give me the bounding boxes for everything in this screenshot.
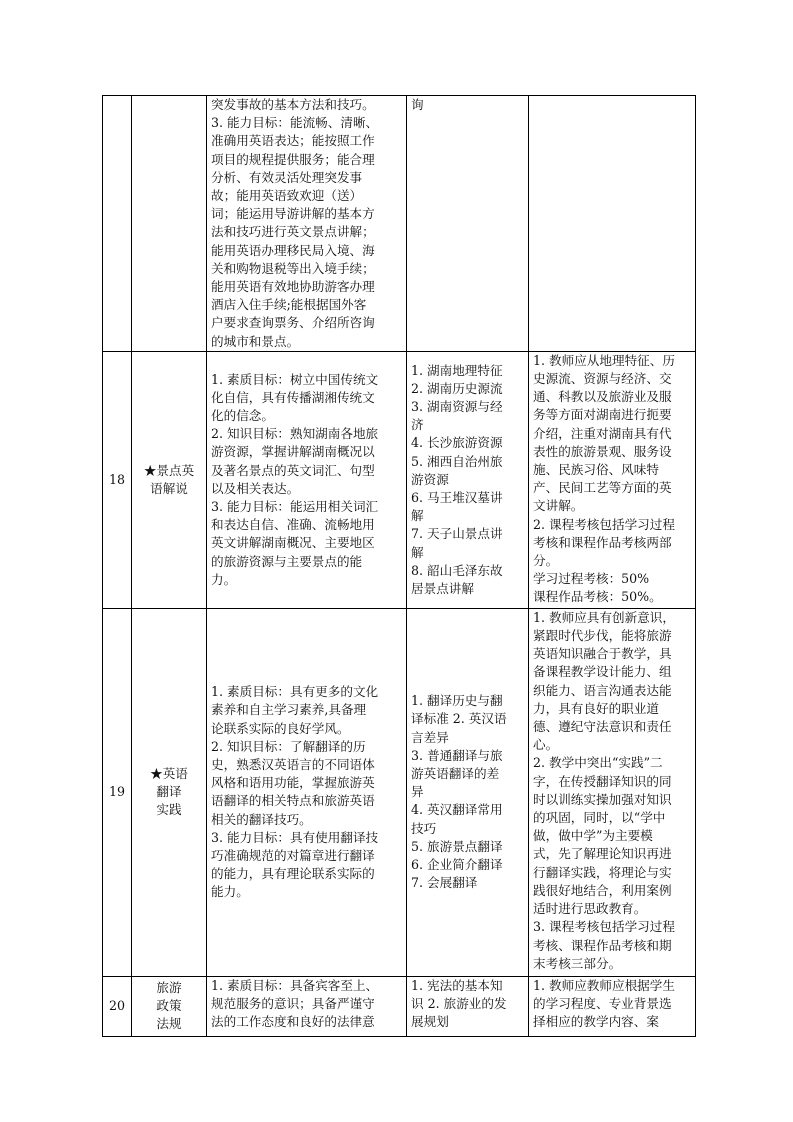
course-number-cell [103, 96, 132, 352]
course-content-line: 解 [411, 544, 424, 560]
teaching-requirements-line: 末考核三部分。 [533, 955, 622, 971]
course-objectives-line: 能力。 [211, 884, 249, 900]
course-objectives-line: 及著名景点的英文词汇、句型 [211, 462, 375, 478]
course-content-line: 询 [411, 97, 424, 112]
course-content-line: 4. 长沙旅游资源 [411, 435, 503, 451]
course-table [102, 95, 696, 1037]
course-name-cell [132, 608, 207, 976]
course-objectives-line: 准确用英语表达；能按照工作 [211, 133, 375, 149]
teaching-requirements-line: 1. 教师应从地理特征、历 [533, 352, 675, 368]
course-content-line: 1. 宪法的基本知 [411, 977, 503, 993]
course-objectives-cell [207, 96, 407, 352]
course-name-cell [132, 351, 207, 608]
teaching-requirements-line: 分。 [533, 553, 559, 569]
course-objectives-line: 力。 [211, 571, 237, 587]
teaching-requirements-line: 式，先了解理论知识再进 [533, 846, 672, 862]
course-objectives-line: 3. 能力目标：具有使用翻译技 [211, 829, 379, 845]
course-objectives-line: 风格和语用功能，掌握旅游英 [211, 775, 375, 791]
table-row [103, 96, 696, 352]
teaching-requirements-cell [529, 351, 696, 608]
teaching-requirements-line: 介绍，注重对湖南具有代 [533, 425, 672, 441]
course-content-line: 8. 韶山毛泽东故 [411, 562, 503, 578]
course-content-line: 展规划 [411, 1014, 449, 1030]
course-objectives-line: 1. 素质目标：具备宾客至上、 [211, 977, 379, 993]
teaching-requirements-line: 力，具有良好的职业道 [533, 700, 659, 716]
teaching-requirements-line: 3. 课程考核包括学习过程 [533, 919, 675, 935]
course-objectives-line: 以及相关表达。 [211, 480, 300, 496]
teaching-requirements-line: 2. 课程考核包括学习过程 [533, 516, 675, 532]
teaching-requirements-line: 织能力、语言沟通表达能 [533, 682, 672, 698]
course-content-line: 1. 湖南地理特征 [411, 362, 503, 378]
course-content-line: 译标准 2. 英汉语 [411, 711, 507, 727]
course-content-cell [407, 351, 529, 608]
course-objectives-line: 关和购物退税等出入境手续； [211, 260, 375, 276]
teaching-requirements-line: 做，做中学”为主要模 [533, 828, 653, 844]
course-objectives-line: 3. 能力目标：能运用相关词汇 [211, 499, 379, 515]
course-objectives-line: 1. 素质目标：树立中国传统文 [211, 371, 379, 387]
course-objectives-line: 3. 能力目标：能流畅、清晰、 [211, 115, 379, 131]
course-objectives-line: 分析、有效灵活处理突发事 [211, 169, 363, 185]
table-row [103, 608, 696, 976]
course-content-line: 异 [411, 784, 424, 800]
course-number: 20 [108, 998, 126, 1014]
course-objectives-line: 的旅游资源与主要景点的能 [211, 553, 363, 569]
course-number-cell [103, 608, 132, 976]
course-content-line: 6. 企业简介翻译 [411, 857, 503, 873]
teaching-requirements-cell [529, 96, 696, 352]
course-name-line: 实践 [156, 802, 182, 818]
teaching-requirements-line: 择相应的教学内容、案 [533, 1014, 659, 1030]
course-objectives-line: 素养和自主学习素养,具备理 [211, 702, 367, 718]
course-content-line: 游英语翻译的差 [411, 766, 500, 782]
course-objectives-line: 故；能用英语致欢迎（送） [211, 188, 363, 204]
course-content-line: 3. 湖南资源与经 [411, 398, 503, 414]
course-objectives-cell [207, 976, 407, 1036]
course-objectives-line: 词；能运用导游讲解的基本方 [211, 206, 375, 222]
course-objectives-line: 法的工作态度和良好的法律意 [211, 1014, 375, 1030]
course-content-line: 1. 翻译历史与翻 [411, 693, 503, 709]
course-content-line: 3. 普通翻译与旅 [411, 747, 503, 763]
course-objectives-line: 项目的规程提供服务；能合理 [211, 151, 375, 167]
course-objectives-line: 化的信念。 [211, 408, 274, 424]
teaching-requirements-line: 德、遵纪守法意识和责任 [533, 719, 672, 735]
teaching-requirements-line: 史源流、资源与经济、交 [533, 371, 672, 387]
teaching-requirements-line: 1. 教师应具有创新意识， [533, 609, 675, 625]
course-content-line: 游资源 [411, 471, 449, 487]
course-objectives-line: 史，熟悉汉英语言的不同语体 [211, 756, 375, 772]
table-body [103, 96, 696, 1037]
teaching-requirements-line: 2. 教学中突出“实践”二 [533, 755, 663, 771]
course-number-cell [103, 351, 132, 608]
course-objectives-line: 能用英语办理移民局入境、海 [211, 242, 375, 258]
course-objectives-line: 2. 知识目标：熟知湖南各地旅 [211, 426, 379, 442]
course-objectives-line: 的能力，具有理论联系实际的 [211, 866, 375, 882]
course-content-line: 2. 湖南历史源流 [411, 380, 503, 396]
course-objectives-line: 论联系实际的良好学风。 [211, 720, 350, 736]
course-name-line: 旅游 [156, 980, 182, 996]
course-number-cell [103, 976, 132, 1036]
teaching-requirements-line: 考核、课程作品考核和期 [533, 937, 672, 953]
course-name-line: 翻译 [156, 784, 182, 800]
course-content-line: 济 [411, 417, 424, 433]
course-objectives-cell [207, 608, 407, 976]
course-objectives-line: 相关的翻译技巧。 [211, 811, 312, 827]
course-content-line: 4. 英汉翻译常用 [411, 802, 503, 818]
teaching-requirements-line: 产、民间工艺等方面的英 [533, 480, 672, 496]
course-name-cell [132, 976, 207, 1036]
table-row [103, 976, 696, 1036]
course-objectives-line: 户要求查询票务、介绍所咨询 [211, 315, 375, 331]
teaching-requirements-line: 紧跟时代步伐，能将旅游 [533, 628, 672, 644]
table-row [103, 351, 696, 608]
course-objectives-line: 和表达自信、准确、流畅地用 [211, 517, 375, 533]
teaching-requirements-line: 英语知识融合于教学，具 [533, 646, 672, 662]
course-content-line: 5. 旅游景点翻译 [411, 838, 503, 854]
teaching-requirements-line: 1. 教师应教师应根据学生 [533, 977, 675, 993]
course-objectives-line: 法和技巧进行英文景点讲解； [211, 224, 375, 240]
course-content-line: 6. 马王堆汉墓讲 [411, 489, 503, 505]
course-content-line: 5. 湘西自治州旅 [411, 453, 503, 469]
course-objectives-line: 游资源，掌握讲解湖南概况以 [211, 444, 375, 460]
course-name-line: ★英语 [150, 766, 188, 782]
course-content-cell [407, 96, 529, 352]
teaching-requirements-line: 表性的旅游景观、服务设 [533, 443, 672, 459]
course-objectives-line: 规范服务的意识；具备严谨守 [211, 996, 375, 1012]
teaching-requirements-line: 时以训练实操加强对知识 [533, 791, 672, 807]
course-objectives-line: 英文讲解湖南概况、主要地区 [211, 535, 375, 551]
course-objectives-line: 1. 素质目标：具有更多的文化 [211, 684, 379, 700]
teaching-requirements-line: 务等方面对湖南进行扼要 [533, 407, 672, 423]
teaching-requirements-line: 学习过程考核：50% [533, 571, 650, 587]
teaching-requirements-line: 践很好地结合，利用案例 [533, 882, 672, 898]
course-objectives-line: 2. 知识目标：了解翻译的历 [211, 738, 366, 754]
course-objectives-line: 酒店入住手续;能根据国外客 [211, 297, 367, 313]
course-content-line: 言差异 [411, 729, 449, 745]
course-content-line: 识 2. 旅游业的发 [411, 996, 507, 1012]
teaching-requirements-line: 的学习程度、专业背景选 [533, 996, 672, 1012]
teaching-requirements-cell [529, 976, 696, 1036]
course-content-line: 解 [411, 508, 424, 524]
teaching-requirements-line: 文讲解。 [533, 498, 584, 514]
course-name-line: 政策 [156, 998, 182, 1014]
course-content-line: 技巧 [411, 820, 437, 836]
course-content-line: 7. 会展翻译 [411, 875, 478, 891]
course-objectives-line: 巧准确规范的对篇章进行翻译 [211, 847, 375, 863]
teaching-requirements-line: 行翻译实践，将理论与实 [533, 864, 672, 880]
course-content-cell [407, 608, 529, 976]
course-objectives-line: 突发事故的基本方法和技巧。 [211, 97, 375, 112]
teaching-requirements-line: 的巩固，同时，以“学中 [533, 810, 666, 826]
course-objectives-cell [207, 351, 407, 608]
course-number: 19 [108, 784, 126, 800]
course-name-cell [132, 96, 207, 352]
teaching-requirements-line: 课程作品考核：50%。 [533, 589, 662, 605]
course-content-cell [407, 976, 529, 1036]
teaching-requirements-line: 心。 [533, 737, 559, 753]
teaching-requirements-line: 适时进行思政教育。 [533, 901, 647, 917]
course-number: 18 [108, 471, 126, 487]
teaching-requirements-line: 通、科教以及旅游业及服 [533, 389, 672, 405]
course-objectives-line: 能用英语有效地协助游客办理 [211, 279, 375, 295]
teaching-requirements-line: 考核和课程作品考核两部 [533, 534, 672, 550]
teaching-requirements-line: 备课程教学设计能力、组 [533, 664, 672, 680]
course-name-line: 法规 [156, 1016, 182, 1032]
course-objectives-line: 的城市和景点。 [211, 333, 300, 349]
course-name-line: 语解说 [150, 480, 188, 496]
course-content-line: 居景点讲解 [411, 580, 474, 596]
course-name-line: ★景点英 [143, 462, 195, 478]
course-objectives-line: 化自信，具有传播湖湘传统文 [211, 389, 375, 405]
course-objectives-line: 语翻译的相关特点和旅游英语 [211, 793, 375, 809]
course-content-line: 7. 天子山景点讲 [411, 526, 503, 542]
teaching-requirements-cell [529, 608, 696, 976]
teaching-requirements-line: 施、民族习俗、风味特 [533, 462, 659, 478]
teaching-requirements-line: 字，在传授翻译知识的同 [533, 773, 672, 789]
